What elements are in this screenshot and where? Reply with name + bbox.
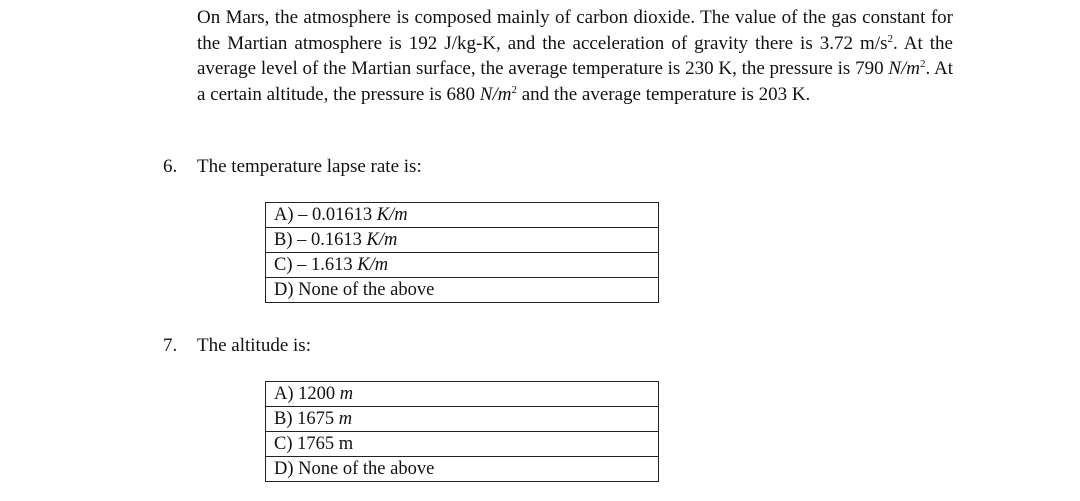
option-a[interactable] (266, 382, 659, 407)
option-row (266, 457, 659, 482)
option-row (266, 407, 659, 432)
statement-text-4: and the average temperature is 203 K. (516, 83, 811, 105)
question-text: The temperature lapse rate is: (197, 156, 422, 177)
statement-text-3: . At a certain altitude, the pressure is 680 (197, 58, 953, 105)
option-unit: m (338, 409, 353, 429)
superscript: 2 (887, 32, 893, 45)
question-number: 7. (163, 335, 178, 356)
option-text: D) None of the above (274, 280, 435, 300)
statement-text-1: On Mars, the atmosphere is composed mainly of carbon dioxide. The value of the gas constant for the Martian atmosphere is 192 J/kg-K, and the acceleration of gravity there is 3.72 m/s (197, 7, 953, 54)
superscript: 2 (920, 58, 926, 70)
question-text: The altitude is: (197, 335, 311, 356)
question-6 (163, 155, 422, 179)
question-number: 6. (163, 156, 178, 177)
question-7 (163, 334, 311, 358)
option-a[interactable] (266, 203, 659, 228)
option-text: C) 1765 m (274, 434, 354, 454)
option-text: B) – 0.1613 (274, 230, 367, 250)
option-unit: m (339, 384, 354, 404)
option-d[interactable] (266, 278, 659, 303)
option-text: D) None of the above (274, 459, 435, 479)
option-c[interactable] (266, 253, 659, 278)
option-c[interactable] (266, 432, 659, 457)
option-row (266, 253, 659, 278)
unit: N/m (479, 83, 512, 105)
problem-statement (197, 5, 953, 107)
option-row (266, 228, 659, 253)
option-unit: K/m (366, 230, 398, 250)
unit: N/m (888, 58, 921, 79)
option-row (266, 203, 659, 228)
statement-text-2: . At the average level of the Martian surface, the average temperature is 230 K, the pressure is 790 (197, 32, 953, 79)
question-7-options (265, 381, 659, 482)
option-text: A) 1200 (274, 384, 340, 404)
option-text: A) – 0.01613 (274, 205, 377, 225)
option-text: C) – 1.613 (274, 255, 358, 275)
option-b[interactable] (266, 407, 659, 432)
option-unit: K/m (357, 255, 389, 275)
question-6-options (265, 202, 659, 303)
option-unit: K/m (376, 205, 408, 225)
option-row (266, 432, 659, 457)
superscript: 2 (511, 83, 517, 96)
option-d[interactable] (266, 457, 659, 482)
option-row (266, 278, 659, 303)
option-row (266, 382, 659, 407)
option-b[interactable] (266, 228, 659, 253)
option-text: B) 1675 (274, 409, 339, 429)
